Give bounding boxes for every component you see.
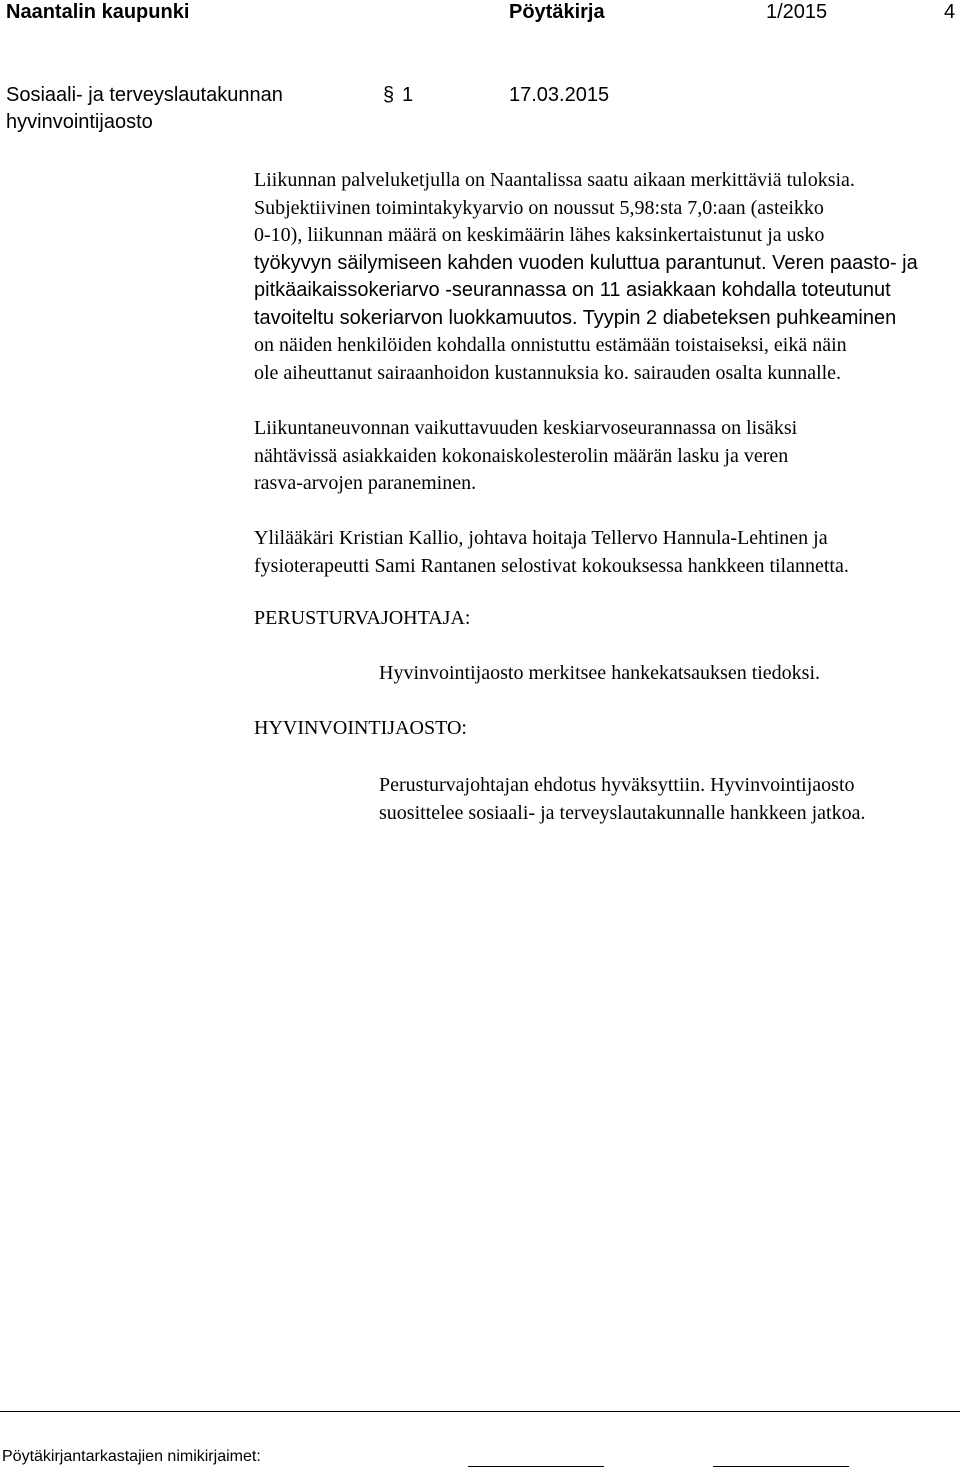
section-number: 1 bbox=[402, 84, 414, 106]
footer-divider bbox=[0, 1411, 960, 1412]
paragraph-line: on näiden henkilöiden kohdalla onnistuttu estämään toistaiseksi, eikä näin bbox=[254, 334, 847, 356]
paragraph-presenters bbox=[254, 525, 954, 580]
paragraph-line: Subjektiivinen toimintakykyarvio on noussut 5,98:sta 7,0:aan (asteikko bbox=[254, 196, 824, 219]
paragraph-line: tavoiteltu sokeriarvon luokkamuutos. Tyypin 2 diabeteksen puhkeaminen bbox=[254, 306, 897, 329]
decision-line: Perusturvajohtajan ehdotus hyväksyttiin. Hyvinvointijaosto bbox=[379, 774, 855, 796]
paragraph-line: pitkäaikaissokeriarvo -seurannassa on 11 asiakkaan kohdalla toteutunut bbox=[254, 279, 891, 301]
committee-name-line2: hyvinvointijaosto bbox=[6, 111, 153, 133]
decision-text bbox=[379, 772, 954, 827]
paragraph-line: Liikuntaneuvonnan vaikuttavuuden keskiarvoseurannassa on lisäksi bbox=[254, 417, 798, 439]
paragraph-line: 0-10), liikunnan määrä on keskimäärin lähes kaksinkertaistunut ja usko bbox=[254, 224, 825, 246]
decision-label: HYVINVOINTIJAOSTO: bbox=[254, 717, 467, 739]
paragraph-line: rasva-arvojen paraneminen. bbox=[254, 472, 477, 494]
signature-line-2 bbox=[713, 1466, 849, 1467]
signature-line-1 bbox=[468, 1466, 604, 1467]
paragraph-line: työkyvyn säilymiseen kahden vuoden kuluttua parantunut. Veren paasto- ja bbox=[254, 251, 918, 274]
paragraph-cholesterol bbox=[254, 415, 954, 498]
proposal-label: PERUSTURVAJOHTAJA: bbox=[254, 607, 471, 629]
paragraph-line: ole aiheuttanut sairaanhoidon kustannuksia ko. sairauden osalta kunnalle. bbox=[254, 361, 842, 384]
signatures-label: Pöytäkirjantarkastajien nimikirjaimet: bbox=[2, 1448, 261, 1465]
paragraph-line: Liikunnan palveluketjulla on Naantalissa saatu aikaan merkittäviä tuloksia. bbox=[254, 169, 855, 191]
committee-name-line1: Sosiaali- ja terveyslautakunnan bbox=[6, 84, 283, 106]
paragraph-line: nähtävissä asiakkaiden kokonaiskolesterolin määrän lasku ja veren bbox=[254, 444, 789, 467]
organization-name: Naantalin kaupunki bbox=[6, 1, 190, 23]
paragraph-line: fysioterapeutti Sami Rantanen selostivat kokouksessa hankkeen tilannetta. bbox=[254, 554, 849, 577]
paragraph-results bbox=[254, 167, 954, 387]
committee-name bbox=[6, 82, 283, 136]
document-type: Pöytäkirja bbox=[509, 1, 605, 23]
proposal-text: Hyvinvointijaosto merkitsee hankekatsauksen tiedoksi. bbox=[379, 662, 821, 684]
document-number: 1/2015 bbox=[766, 1, 828, 23]
paragraph-line: Ylilääkäri Kristian Kallio, johtava hoitaja Tellervo Hannula-Lehtinen ja bbox=[254, 527, 828, 549]
page-number: 4 bbox=[944, 1, 956, 23]
meeting-date: 17.03.2015 bbox=[509, 84, 610, 106]
decision-line: suosittelee sosiaali- ja terveyslautakunnalle hankkeen jatkoa. bbox=[379, 801, 866, 824]
section-symbol: § bbox=[383, 84, 395, 106]
